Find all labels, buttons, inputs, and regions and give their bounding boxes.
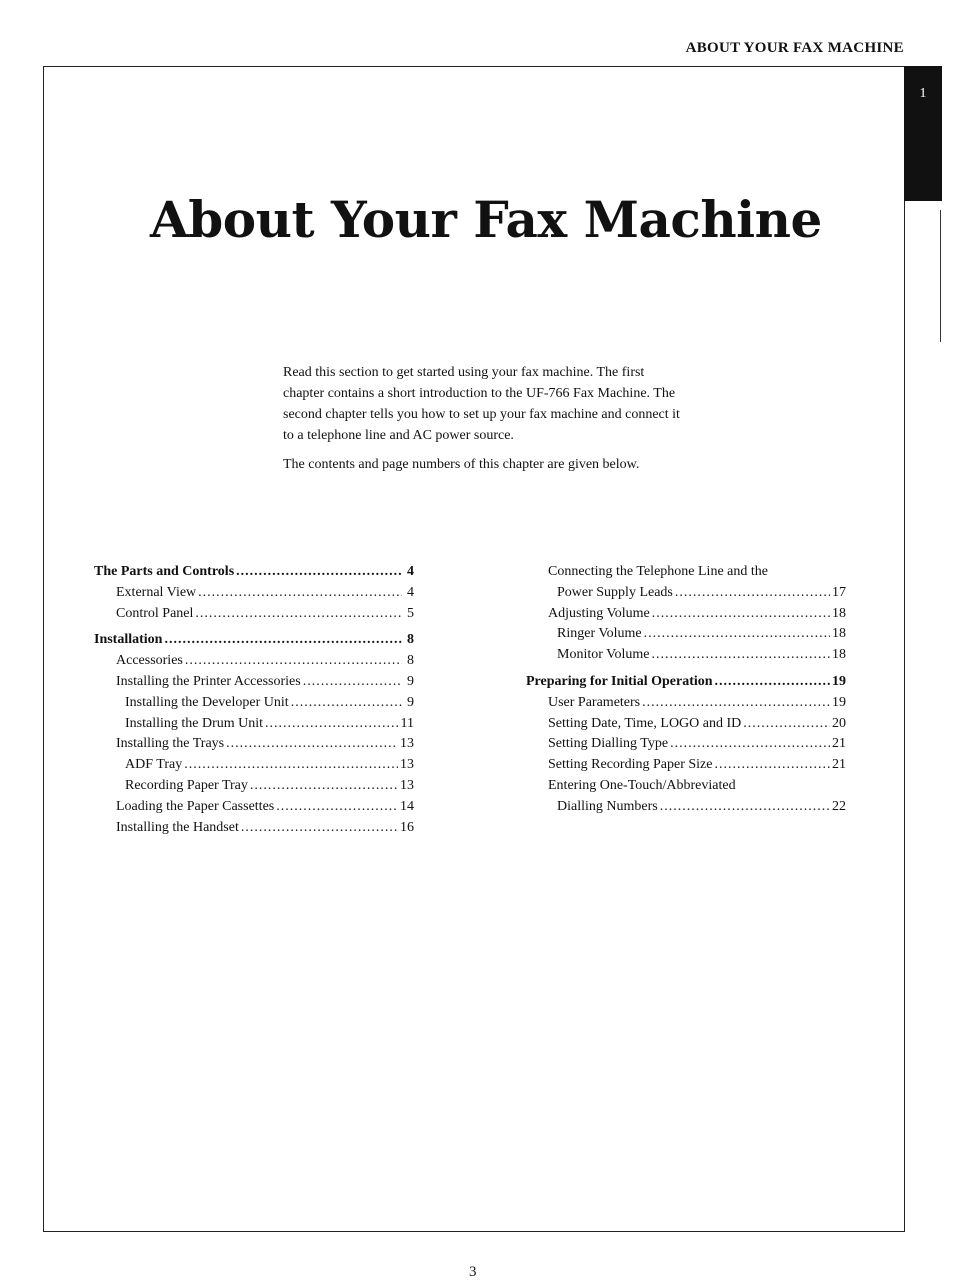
toc-entry-title: ADF Tray (125, 757, 183, 773)
toc-entry (94, 778, 414, 799)
toc-entry-page: 18 (832, 605, 846, 621)
toc-leader-dots (652, 606, 830, 622)
toc-entry-page: 13 (400, 777, 414, 793)
toc-entry (526, 716, 846, 737)
toc-leader-dots (241, 820, 398, 836)
toc-leader-dots (195, 606, 402, 622)
toc-entry-title: Adjusting Volume (548, 605, 650, 621)
toc-entry (94, 674, 414, 695)
toc-entry-title: Setting Dialling Type (548, 736, 669, 752)
toc-leader-dots (642, 695, 830, 711)
toc-leader-dots (198, 585, 402, 601)
toc-entry-page: 4 (407, 564, 414, 579)
toc-entry-page: 4 (407, 584, 414, 600)
toc-leader-dots (675, 585, 830, 601)
toc-leader-dots (184, 757, 398, 773)
toc-entry (526, 674, 846, 695)
toc-entry (526, 799, 846, 820)
toc-entry-title: Loading the Paper Cassettes (116, 798, 275, 814)
toc-leader-dots (743, 716, 830, 732)
toc-entry-title: Ringer Volume (557, 626, 642, 642)
toc-entry (526, 585, 846, 606)
toc-entry-page: 17 (832, 584, 846, 600)
toc-leader-dots (715, 674, 830, 690)
toc-leader-dots (265, 716, 398, 732)
toc-leader-dots (660, 799, 830, 815)
toc-entry-page: 19 (832, 694, 846, 710)
toc-entry (94, 606, 414, 627)
toc-entry-page: 8 (407, 632, 414, 648)
toc-leader-dots (714, 757, 830, 773)
toc-leader-dots (250, 778, 398, 794)
toc-entry (94, 716, 414, 737)
toc-leader-dots (276, 799, 398, 815)
intro-paragraph-1: Read this section to get started using your fax machine. The first chapter contains a short introduction to the UF-766 Fax Machine. The second chapter tells you how to set up your fax machine and connect it to a telephone line and AC power source. (283, 365, 680, 443)
toc-entry-title: Accessories (116, 653, 183, 669)
toc-entry-title: Installing the Developer Unit (125, 694, 289, 710)
toc-leader-dots (651, 647, 830, 663)
toc-entry-page: 5 (407, 605, 414, 621)
toc-entry-title: Installing the Handset (116, 819, 239, 835)
toc-entry-title: Preparing for Initial Operation (526, 673, 713, 689)
page-title: About Your Fax Machine (150, 190, 822, 249)
toc-leader-dots (164, 632, 402, 648)
toc-leader-dots (303, 674, 402, 690)
toc-entry-page: 21 (832, 736, 846, 752)
toc-entry-title: User Parameters (548, 694, 641, 710)
toc-entry-page: 18 (832, 626, 846, 642)
toc-entry-title: External View (116, 584, 197, 600)
toc-entry-page: 11 (400, 715, 414, 731)
toc-entry-page: 22 (832, 798, 846, 814)
toc-leader-dots (226, 736, 398, 752)
toc-entry (526, 647, 846, 668)
toc-entry (94, 653, 414, 674)
toc-entry (94, 757, 414, 778)
toc-entry-title: Installing the Printer Accessories (116, 673, 301, 689)
toc-entry-page: 14 (400, 798, 414, 814)
toc-entry (526, 736, 846, 757)
toc-entry (526, 757, 846, 778)
toc-entry (526, 564, 846, 585)
chapter-number: 1 (919, 86, 927, 101)
toc-entry (526, 695, 846, 716)
toc-entry-page: 9 (407, 673, 414, 689)
toc-entry-title: Connecting the Telephone Line and the (548, 564, 768, 579)
toc-entry-title: Installation (94, 632, 163, 648)
toc-leader-dots (185, 653, 402, 669)
toc-right-column (526, 564, 846, 820)
toc-left-column (94, 564, 414, 840)
toc-entry (94, 585, 414, 606)
toc-entry (526, 606, 846, 627)
toc-leader-dots (291, 695, 402, 711)
toc-entry-page: 21 (832, 757, 846, 773)
running-header: ABOUT YOUR FAX MACHINE (685, 40, 904, 56)
toc-entry-title: Control Panel (116, 605, 194, 621)
toc-entry-page: 19 (832, 673, 846, 689)
toc-entry-title: Monitor Volume (557, 647, 650, 663)
toc-entry (94, 799, 414, 820)
toc-entry (94, 564, 414, 585)
toc-entry-title: Installing the Drum Unit (125, 715, 264, 731)
toc-entry (94, 820, 414, 841)
toc-entry-page: 20 (832, 715, 846, 731)
intro-paragraph-2: The contents and page numbers of this chapter are given below. (283, 457, 640, 472)
intro-text (283, 362, 683, 483)
page-number: 3 (469, 1264, 477, 1280)
toc-entry-page: 8 (407, 653, 414, 669)
toc-entry-title: Power Supply Leads (557, 584, 673, 600)
chapter-tab (904, 66, 942, 201)
toc-entry (526, 778, 846, 799)
toc-entry (94, 736, 414, 757)
toc-entry-title: Recording Paper Tray (125, 777, 248, 793)
toc-entry-title: The Parts and Controls (94, 564, 235, 579)
toc-entry-title: Setting Recording Paper Size (548, 757, 713, 773)
toc-entry-title: Installing the Trays (116, 736, 225, 752)
toc-entry-page: 16 (400, 819, 414, 835)
toc-entry-page: 18 (832, 647, 846, 663)
toc-leader-dots (644, 626, 830, 642)
toc-entry-title: Dialling Numbers (557, 798, 658, 814)
toc-entry-page: 13 (400, 736, 414, 752)
toc-entry-title: Entering One-Touch/Abbreviated (548, 777, 736, 793)
toc-entry (526, 626, 846, 647)
toc-entry-title: Setting Date, Time, LOGO and ID (548, 715, 742, 731)
toc-entry (94, 632, 414, 653)
toc-leader-dots (670, 736, 830, 752)
toc-leader-dots (236, 564, 402, 580)
toc-entry-page: 9 (407, 694, 414, 710)
toc-entry-page: 13 (400, 757, 414, 773)
toc-entry (94, 695, 414, 716)
tab-divider (940, 210, 941, 342)
